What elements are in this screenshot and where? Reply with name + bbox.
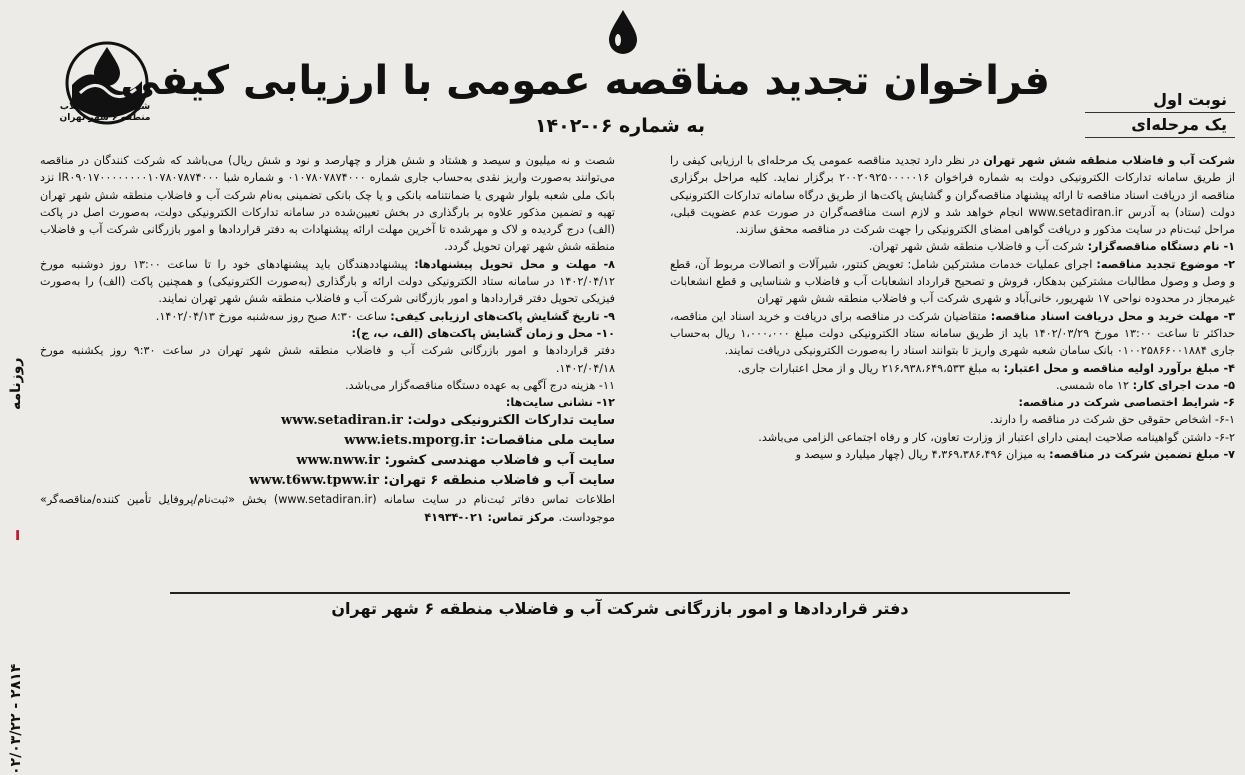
- right-column: [670, 152, 1235, 463]
- notice-title: فراخوان تجدید مناقصه عمومی با ارزیابی کیفی: [120, 58, 1050, 104]
- contact-label: مرکز تماس:: [487, 510, 559, 524]
- clause-8: [40, 256, 615, 308]
- clause-12: [40, 394, 615, 411]
- clause-9-label: ۹- تاریخ گشایش پاکت‌های ارزیابی کیفی:: [390, 309, 615, 323]
- clause-8-text: پیشنهاددهندگان باید پیشنهادهای خود را تا ساعت ۱۳:۰۰ روز دوشنبه مورخ ۱۴۰۲/۰۴/۱۲ در سامانه ستاد الکترونیکی دولت ارائه و بارگذاری (به‌صورت الکترونیکی) و همچنین پاکت (الف) را به‌صورت فیزیکی تحویل دفتر قراردادها و امور بازرگانی شرکت آب و فاضلاب منطقه شش شهر تهران نمایند.: [40, 257, 615, 306]
- contact-info: [40, 491, 615, 526]
- clause-1: [670, 238, 1235, 255]
- site-link-iets[interactable]: www.iets.mporg.ir: [344, 433, 476, 449]
- issue-date: ۰۲/۰۳/۲۲ - ۲۸۱۴: [8, 663, 24, 775]
- logo-company-name: شرکت آب و فاضلاب: [59, 102, 151, 112]
- intro-bold: شرکت آب و فاضلاب منطقه شش شهر تهران: [983, 154, 1235, 167]
- clause-7-continued: شصت و نه میلیون و سیصد و هشتاد و شش هزار و چهارصد و نود و شش ریال) می‌باشد که شرکت کنندگان در مناقصه می‌توانند به‌صورت واریز نقدی به‌حساب جاری شماره ۰۱۰۷۸۰۷۸۷۴۰۰۰ و شماره شبا IR۰۹۰۱۷۰۰۰۰۰۰۰۰۱۰۷۸۰۷۸۷۴۰۰۰ نزد بانک ملی شعبه بلوار شهری یا ضمانتنامه بانکی و یا چک بانکی تضمینی به‌نام شرکت آب و فاضلاب منطقه شش شهر تهران تهیه و تضمین مذکور علاوه بر بارگذاری در بخش تعیین‌شده در سامانه تدارکات الکترونیکی دولت، به‌صورت اصل در پاکت (الف) درج گردیده و لاک و مهرشده تا آخرین مهلت ارائه پیشنهادات به دفتر قراردادها و امور بازرگانی شرکت آب و فاضلاب منطقه شش شهر تهران تحویل گردد.: [40, 154, 615, 254]
- clause-11: ۱۱- هزینه درج آگهی به عهده دستگاه مناقصه‌گزار می‌باشد.: [345, 378, 615, 392]
- logo-region-name: منطقه ۶ شهر تهران: [59, 113, 151, 123]
- site-line-iets: [40, 431, 615, 451]
- clause-4-label: ۴- مبلغ برآورد اولیه مناقصه و محل اعتبار:: [1003, 361, 1235, 375]
- water-drop-icon: [603, 8, 643, 58]
- clause-9: [40, 308, 615, 325]
- site-line-nww: [40, 451, 615, 471]
- clause-10: [40, 325, 615, 342]
- site-label: سایت آب و فاضلاب مهندسی کشور:: [384, 453, 615, 469]
- round-badges: [1085, 88, 1235, 138]
- footer-signature: دفتر قراردادها و امور بازرگانی شرکت آب و فاضلاب منطقه ۶ شهر تهران: [170, 592, 1070, 624]
- clause-3-label: ۳- مهلت خرید و محل دریافت اسناد مناقصه:: [990, 309, 1235, 323]
- clause-2: [670, 256, 1235, 308]
- intro-paragraph: [670, 152, 1235, 238]
- clause-6-label: ۶- شرایط اختصاصی شرکت در مناقصه:: [1018, 396, 1235, 410]
- clause-6: [670, 394, 1235, 411]
- clause-10-label: ۱۰- محل و زمان گشایش پاکت‌های (الف، ب، ج):: [351, 326, 615, 340]
- clause-10-text: دفتر قراردادها و امور بازرگانی شرکت آب و فاضلاب منطقه شش شهر تهران در ساعت ۹:۳۰ روز یکشنبه مورخ ۱۴۰۲/۰۴/۱۸.: [40, 344, 616, 375]
- clause-4: [670, 360, 1235, 377]
- clause-7-label: ۷- مبلغ تضمین شرکت در مناقصه:: [1049, 448, 1235, 462]
- site-line-t6ww: [40, 471, 615, 491]
- site-link-setadiran[interactable]: www.setadiran.ir: [281, 413, 403, 429]
- clause-7-text: به میزان ۴،۳۶۹،۳۸۶،۴۹۶ ریال (چهار میلیارد و سیصد و: [795, 448, 1050, 462]
- intro-text: در نظر دارد تجدید مناقصه عمومی یک مرحله‌ای با ارزیابی کیفی را از طریق سامانه تدارکات الکترونیکی دولت به شماره فراخوان ۲۰۰۲۰۹۲۵۰۰۰۰۰۱۶ برگزار نماید. کلیه مراحل برگزاری مناقصه از دریافت اسناد مناقصه تا ارائه پیشنهاد مناقصه‌گران و گشایش پاکت‌ها از طریق درگاه سامانه تدارکات الکترونیکی دولت (ستاد) به آدرس www.setadiran.ir انجام خواهد شد و لازم است مناقصه‌گران در صورت عدم عضویت قبلی، مراحل ثبت‌نام در سایت مذکور و دریافت گواهی امضای الکترونیکی را جهت شرکت در مناقصه محقق سازند.: [670, 154, 1235, 237]
- site-link-nww[interactable]: www.nww.ir: [296, 453, 381, 469]
- clause-1-text: شرکت آب و فاضلاب منطقه شش شهر تهران.: [868, 240, 1088, 254]
- site-label: سایت تدارکات الکترونیکی دولت:: [407, 413, 615, 429]
- side-strip: [2, 150, 38, 775]
- site-line-setad: [40, 411, 615, 431]
- clause-5: [670, 377, 1235, 394]
- site-link-t6ww[interactable]: www.t6ww.tpww.ir: [249, 473, 380, 489]
- clause-5-text: ۱۲ ماه شمسی.: [1055, 378, 1133, 392]
- notice-number: به شماره ۰۶-۱۴۰۲: [534, 115, 706, 137]
- badge-stage: یک مرحله‌ای: [1085, 113, 1235, 138]
- clause-6-1: ۶-۱- اشخاص حقوقی حق شرکت در مناقصه را دارند.: [989, 413, 1235, 427]
- contact-phone: ۰۲۱-۴۱۹۳۴: [424, 510, 488, 524]
- left-column: [40, 152, 615, 526]
- site-label: سایت آب و فاضلاب منطقه ۶ تهران:: [383, 473, 615, 489]
- date-separator: ━: [8, 530, 27, 540]
- clause-8-label: ۸- مهلت و محل تحویل پیشنهادها:: [414, 257, 616, 271]
- newspaper-label: روزنامه: [8, 357, 24, 410]
- clause-7: [670, 446, 1235, 463]
- clause-5-label: ۵- مدت اجرای کار:: [1132, 378, 1235, 392]
- clause-4-text: به مبلغ ۲۱۶،۹۳۸،۶۴۹،۵۳۳ ریال و از محل اعتبارات جاری.: [737, 361, 1004, 375]
- contact-text: اطلاعات تماس دفاتر ثبت‌نام در سایت سامانه (www.setadiran.ir) بخش «ثبت‌نام/پروفایل تأمین کننده/مناقصه‌گر» موجوداست.: [40, 493, 615, 524]
- clause-2-label: ۲- موضوع تجدید مناقصه:: [1096, 257, 1235, 271]
- clause-12-label: ۱۲- نشانی سایت‌ها:: [505, 396, 615, 410]
- clause-2-text: اجرای عملیات خدمات مشترکین شامل: تعویض کنتور، شیرآلات و اتصالات مربوط آن، قطع و وصل و وصول مطالبات مشترکین بدهکار، فروش و تصحیح قرارداد انشعابات آب و فاضلاب و شناسایی و قطع انشعابات غیرمجاز در محدوده نواحی ۱۷ شهریور، خانی‌آباد و شهری شرکت آب و فاضلاب منطقه شش شهر تهران: [670, 257, 1235, 306]
- clause-3-text: متقاضیان شرکت در مناقصه برای دریافت و خرید اسناد این مناقصه، حداکثر تا ساعت ۱۳:۰۰ مورخ ۱۴۰۲/۰۳/۲۹ باید از طریق سامانه ستاد الکترونیکی دولت مبلغ ۱،۰۰۰،۰۰۰ ریال به‌حساب جاری ۰۱۰۰۲۵۸۶۶۰۰۱۸۸۴ بانک سامان شعبه شهری واریز تا بتوانند اسناد را به‌صورت الکترونیکی دریافت نمایند.: [670, 309, 1235, 358]
- site-label: سایت ملی مناقصات:: [480, 433, 615, 449]
- badge-round: نوبت اول: [1085, 88, 1235, 113]
- clause-6-2: ۶-۲- داشتن گواهینامه صلاحیت ایمنی دارای اعتبار از وزارت تعاون، کار و رفاه اجتماعی الزامی می‌باشد.: [758, 430, 1235, 444]
- clause-3: [670, 308, 1235, 360]
- clause-9-text: ساعت ۸:۳۰ صبح روز سه‌شنبه مورخ ۱۴۰۲/۰۴/۱۳.: [155, 309, 391, 323]
- clause-1-label: ۱- نام دستگاه مناقصه‌گزار:: [1087, 240, 1235, 254]
